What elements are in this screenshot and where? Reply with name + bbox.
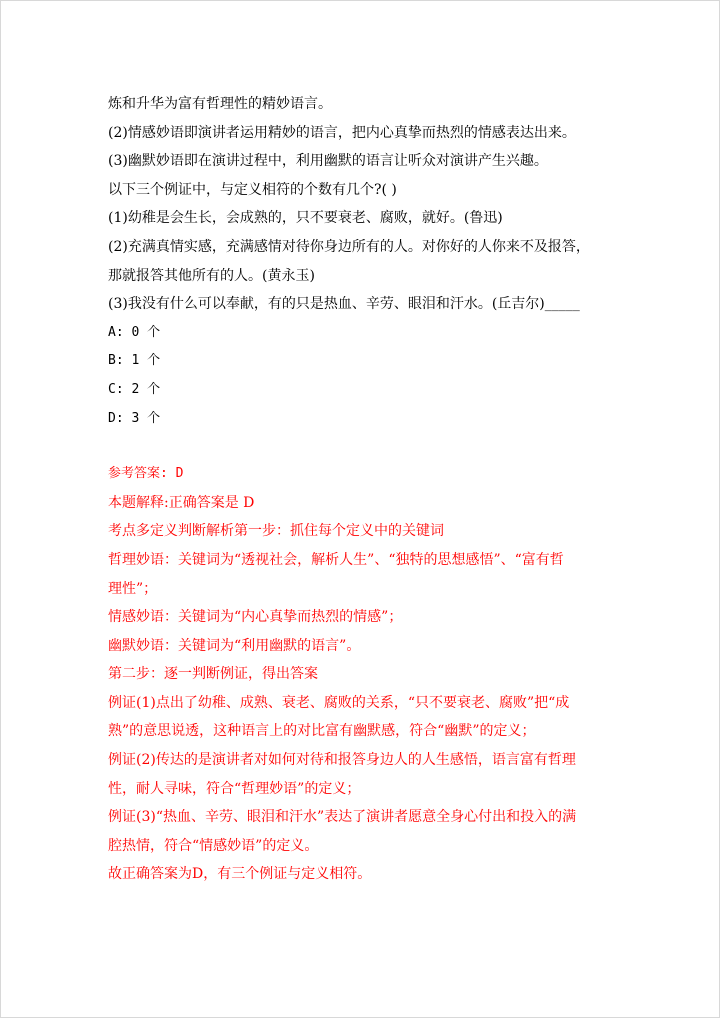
- example-3: (3)我没有什么可以奉献，有的只是热血、辛劳、眼泪和汗水。(丘吉尔)_____: [108, 296, 580, 313]
- option-d: D: 3 个: [108, 410, 161, 426]
- analysis-example-3-continued: 腔热情，符合“情感妙语”的定义。: [108, 837, 319, 854]
- section-gap: [108, 433, 608, 460]
- option-c: C: 2 个: [108, 381, 161, 397]
- option-b: B: 1 个: [108, 353, 161, 369]
- example-2-continued: 那就报答其他所有的人。(黄永玉): [108, 267, 315, 284]
- analysis-example-2-continued: 性，耐人寻味，符合“哲理妙语”的定义；: [108, 780, 361, 797]
- analysis-example-2: 例证(2)传达的是演讲者对如何对待和报答身边人的人生感悟，语言富有哲理: [108, 752, 576, 769]
- analysis-example-1: 例证(1)点出了幼稚、成熟、衰老、腐败的关系，“只不要衰老、腐败”把“成: [108, 694, 570, 711]
- example-2: (2)充满真情实感，充满感情对待你身边所有的人。对你好的人你来不及报答，: [108, 238, 590, 255]
- step-one: 考点多定义判断解析第一步：抓住每个定义中的关键词: [108, 523, 444, 540]
- keyword-philosophy: 哲理妙语：关键词为“透视社会，解析人生”、“独特的思想感悟”、“富有哲: [108, 551, 564, 568]
- example-1: (1)幼稚是会生长，会成熟的，只不要衰老、腐败，就好。(鲁迅): [108, 210, 503, 227]
- option-a: A: 0 个: [108, 324, 161, 340]
- explanation-heading: 本题解释:正确答案是 D: [108, 494, 255, 511]
- reference-answer: 参考答案: D: [108, 466, 184, 482]
- definition-line-continued: 炼和升华为富有哲理性的精妙语言。: [108, 96, 332, 112]
- step-two: 第二步：逐一判断例证，得出答案: [108, 666, 318, 683]
- definition-emotion: (2)情感妙语即演讲者运用精妙的语言，把内心真挚而热烈的情感表达出来。: [108, 124, 576, 141]
- question-block: [108, 90, 608, 433]
- keyword-humor: 幽默妙语：关键词为“利用幽默的语言”。: [108, 637, 361, 654]
- question-prompt: 以下三个例证中，与定义相符的个数有几个?( ): [108, 181, 397, 198]
- analysis-example-1-continued: 熟”的意思说透，这种语言上的对比富有幽默感，符合“幽默”的定义；: [108, 723, 536, 740]
- keyword-emotion: 情感妙语：关键词为“内心真挚而热烈的情感”；: [108, 609, 403, 626]
- definition-humor: (3)幽默妙语即在演讲过程中，利用幽默的语言让听众对演讲产生兴趣。: [108, 153, 548, 170]
- document-body: [108, 90, 608, 889]
- conclusion: 故正确答案为D，有三个例证与定义相符。: [108, 866, 372, 883]
- analysis-example-3: 例证(3)“热血、辛劳、眼泪和汗水”表达了演讲者愿意全身心付出和投入的满: [108, 809, 577, 826]
- keyword-philosophy-continued: 理性”；: [108, 580, 158, 597]
- answer-block: [108, 460, 608, 889]
